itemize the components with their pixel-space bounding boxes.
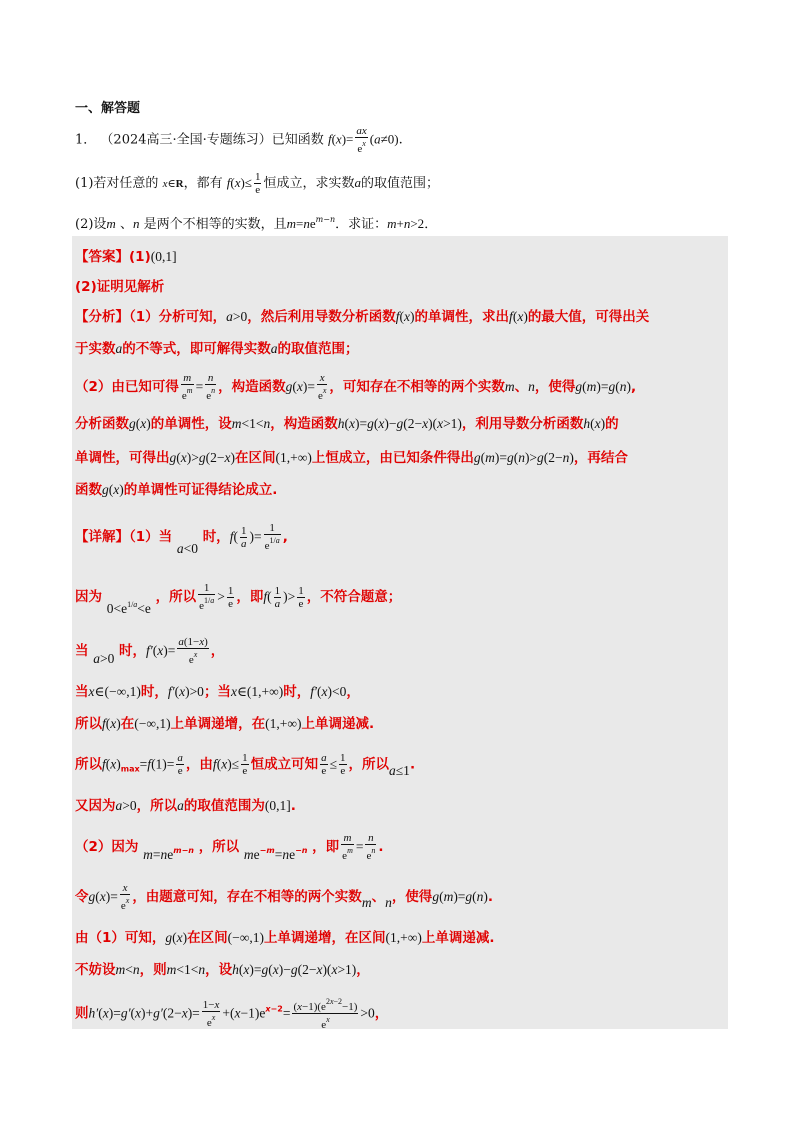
- question-part1: (1)若对任意的 x∈R，都有 f(x)≤ $\frac{1}{e}$ 恒成立，求实数a的取值范围；: [75, 171, 439, 196]
- section-title: 一、解答题: [75, 101, 141, 116]
- analysis-line-1: 【分析】（1）分析可知，a>0，然后利用导数分析函数f(x)的单调性，求出f(x)的最大值，可得出关: [75, 309, 650, 325]
- detail-line-7: 又因为a>0，所以a的取值范围为(0,1].: [75, 798, 296, 814]
- analysis-line-4: 分析函数g(x)的单调性，设m<1<n，构造函数h(x)=g(x)−g(2−x)(x>1)，利用导数分析函数h(x)的: [75, 416, 619, 432]
- detail-line-3: 当 a>0 时，f′(x)= $\frac{a(1-x)}{e^x}$ ，: [75, 636, 225, 666]
- detail-line-1: 【详解】（1）当 a<0 时，f( $\frac{1}{a}$ )= $\frac{1}{e^{1/a}}$ ,: [75, 522, 288, 556]
- analysis-line-3: （2）由已知可得 $\frac{m}{e^m}$ = $\frac{n}{e^n}$ ，构造函数g(x)= $\frac{x}{e^x}$ ，可知存在不相等的两个实数m、n，使得g(m)=g(n),: [75, 372, 637, 402]
- question-part2: (2)设m 、n 是两个不相等的实数，且$m=ne^{m-n}$．求证：m+n>2．: [75, 215, 438, 232]
- analysis-line-6: 函数g(x)的单调性可证得结论成立.: [75, 482, 278, 498]
- detail-line-12: 则h′(x)=g′(x)+g′(2−x)= $\frac{1-x}{e^x}$ $+(x-1)e^{x-2}=$ $\frac{(x-1)(e^{2x-2}-1)}{e^x}$ >0，: [75, 997, 389, 1031]
- detail-line-11: 不妨设m<n，则m<1<n，设h(x)=g(x)−g(2−x)(x>1)，: [75, 962, 370, 978]
- analysis-line-5: 单调性，可得出g(x)>g(2−x)在区间(1,+∞)上恒成立，由已知条件得出g(m)=g(n)>g(2−n)，再结合: [75, 450, 628, 466]
- detail-line-9: 令g(x)= $\frac{x}{e^x}$ ，由题意可知，存在不相等的两个实数m、n，使得g(m)=g(n).: [75, 882, 494, 912]
- question-stem: 1． （2024高三·全国·专题练习）已知函数 f(x)= $\frac{ax}{e^x}$ (a≠0).: [75, 125, 403, 155]
- answer-line-1: 【答案】(1)(0,1]: [75, 249, 177, 265]
- answer-line-2: (2)证明见解析: [75, 279, 165, 295]
- detail-line-5: 所以f(x)在(−∞,1)上单调递增，在(1,+∞)上单调递减.: [75, 716, 375, 732]
- detail-line-10: 由（1）可知，g(x)在区间(−∞,1)上单调递增，在区间(1,+∞)上单调递减.: [75, 930, 495, 946]
- detail-line-8: （2）因为 $m=ne^{m-n}$ ，所以 $me^{-m}=ne^{-n}$ ，即 $\frac{m}{e^m}$ = $\frac{n}{e^n}$ .: [75, 832, 384, 862]
- detail-line-4: 当x∈(−∞,1)时，f′(x)>0；当x∈(1,+∞)时，f′(x)<0，: [75, 684, 360, 700]
- detail-line-6: 所以$f(x)_{max}=f(1)=$ $\frac{a}{e}$ ，由f(x)≤ $\frac{1}{e}$ 恒成立可知 $\frac{a}{e}$ ≤ $\frac{1}{e}$ ，所以a≤1.: [75, 752, 416, 778]
- analysis-line-2: 于实数a的不等式，即可解得实数a的取值范围；: [75, 341, 359, 357]
- detail-line-2: 因为 $0<e^{1/a}<e$ ，所以 $\frac{1}{e^{1/a}}$ > $\frac{1}{e}$ ，即f( $\frac{1}{a}$ )> $\frac{1}{e}$ ，不符合题意；: [75, 582, 402, 616]
